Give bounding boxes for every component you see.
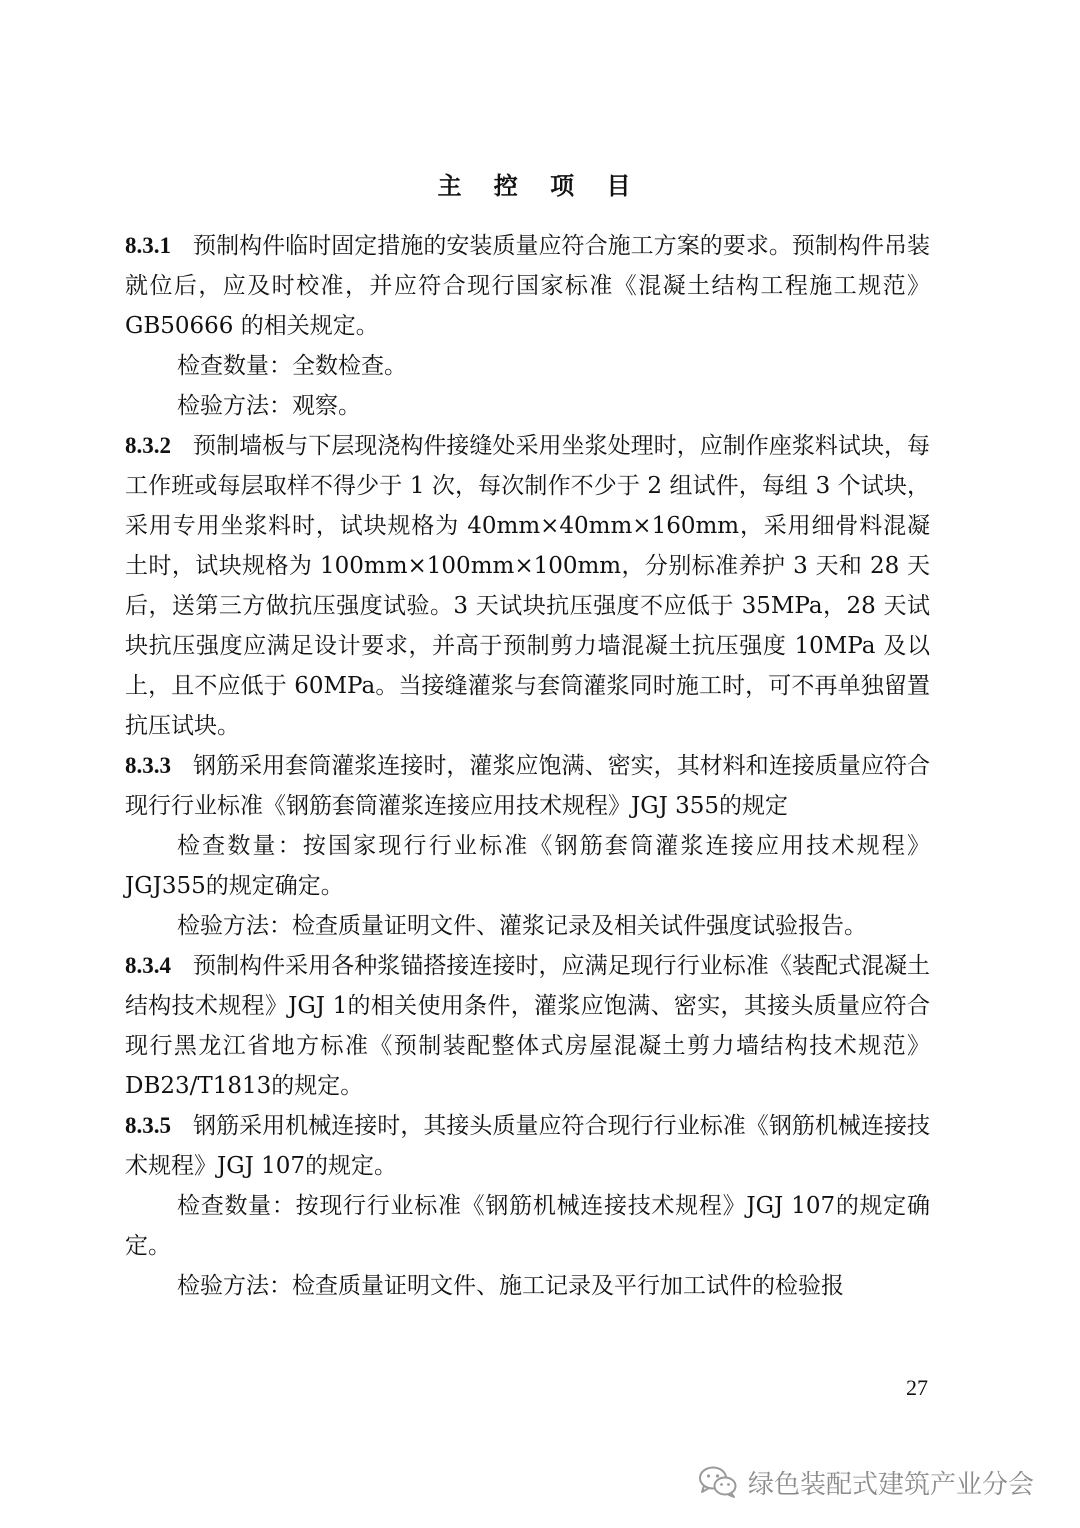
check-quantity: 检查数量：全数检查。	[177, 353, 407, 379]
clause-text: 钢筋采用机械连接时，其接头质量应符合现行行业标准《钢筋机械连接技术规程》JGJ 107的规定。	[125, 1113, 930, 1179]
watermark	[698, 1460, 1034, 1504]
clause-8-3-5	[125, 1106, 930, 1186]
check-method: 检验方法：观察。	[177, 393, 361, 419]
clause-8-3-4	[125, 946, 930, 1106]
clause-number: 8.3.4	[125, 953, 171, 978]
page-number: 27	[906, 1375, 928, 1400]
clause-number: 8.3.3	[125, 753, 171, 778]
clause-number: 8.3.5	[125, 1113, 171, 1138]
clause-8-3-3	[125, 746, 930, 826]
document-body	[125, 226, 930, 1306]
clause-number: 8.3.1	[125, 233, 171, 258]
clause-number: 8.3.2	[125, 433, 171, 458]
wechat-icon	[698, 1465, 738, 1499]
clause-text: 预制构件采用各种浆锚搭接连接时，应满足现行行业标准《装配式混凝土结构技术规程》JGJ 1的相关使用条件，灌浆应饱满、密实，其接头质量应符合现行黑龙江省地方标准《预制装配整体式房屋混凝土剪力墙结构技术规范》DB23/T1813的规定。	[125, 953, 930, 1099]
clause-8-3-1	[125, 226, 930, 346]
clause-text: 预制墙板与下层现浇构件接缝处采用坐浆处理时，应制作座浆料试块，每工作班或每层取样不得少于 1 次，每次制作不少于 2 组试件，每组 3 个试块，采用专用坐浆料时，试块规格为 40mm×40mm×160mm，采用细骨料混凝土时，试块规格为 100mm×100mm×100mm，分别标准养护 3 天和 28 天后，送第三方做抗压强度试验。3 天试块抗压强度不应低于 35MPa，28 天试块抗压强度应满足设计要求，并高于预制剪力墙混凝土抗压强度 10MPa 及以上，且不应低于 60MPa。当接缝灌浆与套筒灌浆同时施工时，可不再单独留置抗压试块。	[125, 433, 930, 739]
check-quantity: 检查数量：按国家现行行业标准《钢筋套筒灌浆连接应用技术规程》JGJ355的规定确定。	[125, 833, 930, 899]
check-quantity: 检查数量：按现行行业标准《钢筋机械连接技术规程》JGJ 107的规定确定。	[125, 1193, 930, 1259]
check-method: 检验方法：检查质量证明文件、施工记录及平行加工试件的检验报	[177, 1273, 844, 1299]
page-title: 主 控 项 目	[437, 172, 643, 200]
check-method: 检验方法：检查质量证明文件、灌浆记录及相关试件强度试验报告。	[177, 913, 867, 939]
clause-text: 预制构件临时固定措施的安装质量应符合施工方案的要求。预制构件吊装就位后，应及时校准，并应符合现行国家标准《混凝土结构工程施工规范》GB50666 的相关规定。	[125, 233, 930, 339]
watermark-text: 绿色装配式建筑产业分会	[748, 1469, 1035, 1500]
clause-text: 钢筋采用套筒灌浆连接时，灌浆应饱满、密实，其材料和连接质量应符合现行行业标准《钢筋套筒灌浆连接应用技术规程》JGJ 355的规定	[125, 753, 930, 819]
clause-8-3-2	[125, 426, 930, 746]
